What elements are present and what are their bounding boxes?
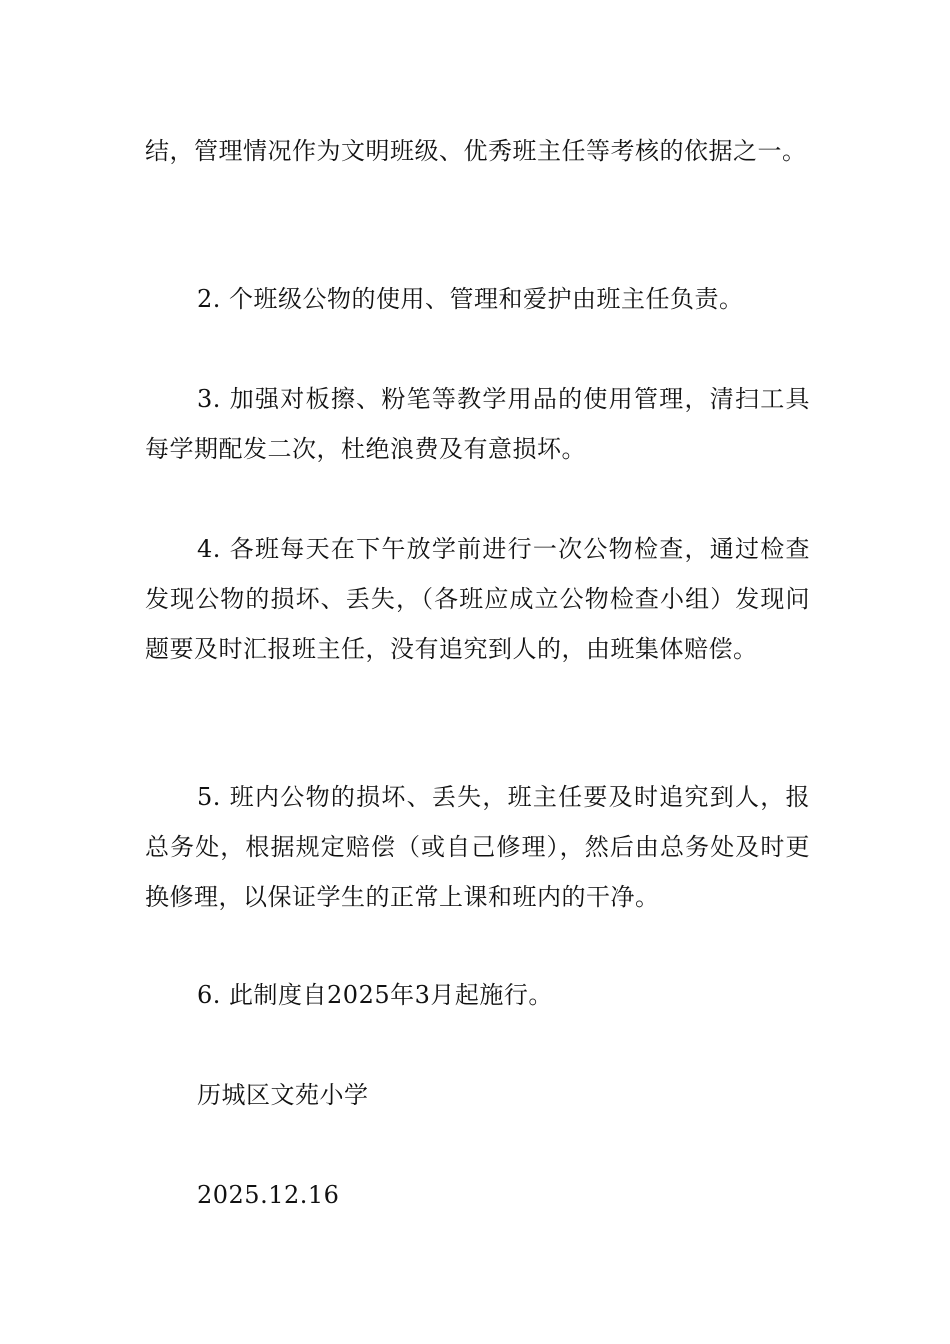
signature-organization: 历城区文苑小学: [197, 1081, 369, 1109]
paragraph-item-2: 2. 个班级公物的使用、管理和爱护由班主任负责。: [197, 285, 744, 313]
paragraph-item-3: 3. 加强对板擦、粉笔等教学用品的使用管理，清扫工具每学期配发二次，杜绝浪费及有意损坏。: [145, 385, 810, 463]
paragraph-item-5: 5. 班内公物的损坏、丢失，班主任要及时追究到人，报总务处，根据规定赔偿（或自己修理），然后由总务处及时更换修理，以保证学生的正常上课和班内的干净。: [145, 783, 810, 911]
paragraph-item-6: 6. 此制度自2025年3月起施行。: [197, 981, 553, 1009]
signature-date: 2025.12.16: [197, 1181, 340, 1209]
paragraph-continuation: 结，管理情况作为文明班级、优秀班主任等考核的依据之一。: [145, 137, 807, 165]
paragraph-item-4: 4. 各班每天在下午放学前进行一次公物检查，通过检查发现公物的损坏、丢失，（各班应成立公物检查小组）发现问题要及时汇报班主任，没有追究到人的，由班集体赔偿。: [145, 535, 810, 663]
